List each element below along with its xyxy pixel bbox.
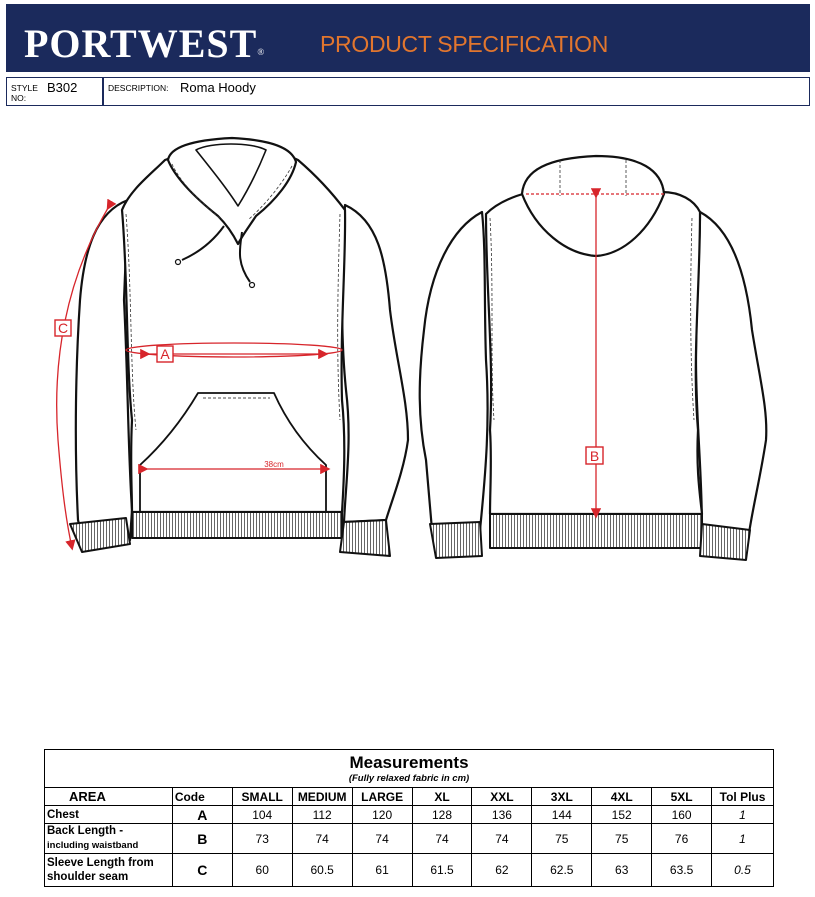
column-header: SMALL: [232, 788, 292, 806]
cord-end-left: [176, 260, 181, 265]
table-title: Measurements: [349, 752, 469, 772]
value-cell: 75: [592, 824, 652, 854]
value-cell: 120: [352, 806, 412, 824]
value-cell: 136: [472, 806, 532, 824]
style-label-no: NO:: [11, 93, 27, 103]
code-cell: B: [172, 824, 232, 854]
tolerance-cell: 0.5: [712, 854, 774, 887]
value-cell: 128: [412, 806, 472, 824]
value-cell: 62: [472, 854, 532, 887]
value-cell: 74: [412, 824, 472, 854]
page-title: PRODUCT SPECIFICATION: [320, 31, 609, 57]
column-header: XXL: [472, 788, 532, 806]
value-cell: 75: [532, 824, 592, 854]
column-header: XL: [412, 788, 472, 806]
portwest-logo: PORTWEST®: [24, 21, 266, 66]
value-cell: 63: [592, 854, 652, 887]
code-cell: A: [172, 806, 232, 824]
value-cell: 160: [652, 806, 712, 824]
value-cell: 62.5: [532, 854, 592, 887]
description-value: Roma Hoody: [180, 80, 256, 95]
column-header: MEDIUM: [292, 788, 352, 806]
table-row: [45, 854, 774, 887]
table-subtitle: (Fully relaxed fabric in cm): [348, 772, 470, 784]
area-label: Chest: [45, 806, 173, 824]
back-view: [420, 156, 767, 560]
column-header: 3XL: [532, 788, 592, 806]
tolerance-cell: 1: [712, 824, 774, 854]
value-cell: 74: [292, 824, 352, 854]
marker-a: A: [160, 346, 170, 362]
value-cell: 73: [232, 824, 292, 854]
table-row: [45, 824, 774, 854]
column-header: LARGE: [352, 788, 412, 806]
value-cell: 152: [592, 806, 652, 824]
value-cell: 61: [352, 854, 412, 887]
value-cell: 61.5: [412, 854, 472, 887]
column-header: 5XL: [652, 788, 712, 806]
area-label: Back Length - including waistband: [45, 824, 173, 854]
description-label: DESCRIPTION:: [108, 83, 169, 93]
value-cell: 60: [232, 854, 292, 887]
table-row: [45, 806, 774, 824]
cord-end-right: [250, 283, 255, 288]
marker-c: C: [57, 320, 69, 336]
value-cell: 112: [292, 806, 352, 824]
column-header: 4XL: [592, 788, 652, 806]
value-cell: 63.5: [652, 854, 712, 887]
value-cell: 104: [232, 806, 292, 824]
tolerance-cell: 1: [712, 806, 774, 824]
pocket-width-label: 38cm: [264, 460, 284, 469]
column-header: Tol Plus: [712, 788, 774, 806]
style-value: B302: [47, 80, 78, 95]
table-title-cell: [45, 750, 774, 788]
area-label: Sleeve Length from shoulder seam: [45, 854, 173, 887]
style-label: STYLE: [11, 83, 38, 93]
marker-b: B: [589, 448, 600, 464]
value-cell: 74: [352, 824, 412, 854]
value-cell: 60.5: [292, 854, 352, 887]
code-cell: C: [172, 854, 232, 887]
column-header: Code: [172, 788, 232, 806]
value-cell: 74: [472, 824, 532, 854]
table-header-row: [45, 788, 774, 806]
measurements-table: [44, 749, 774, 887]
front-view: [70, 138, 408, 556]
column-header: AREA: [45, 788, 173, 806]
value-cell: 144: [532, 806, 592, 824]
value-cell: 76: [652, 824, 712, 854]
